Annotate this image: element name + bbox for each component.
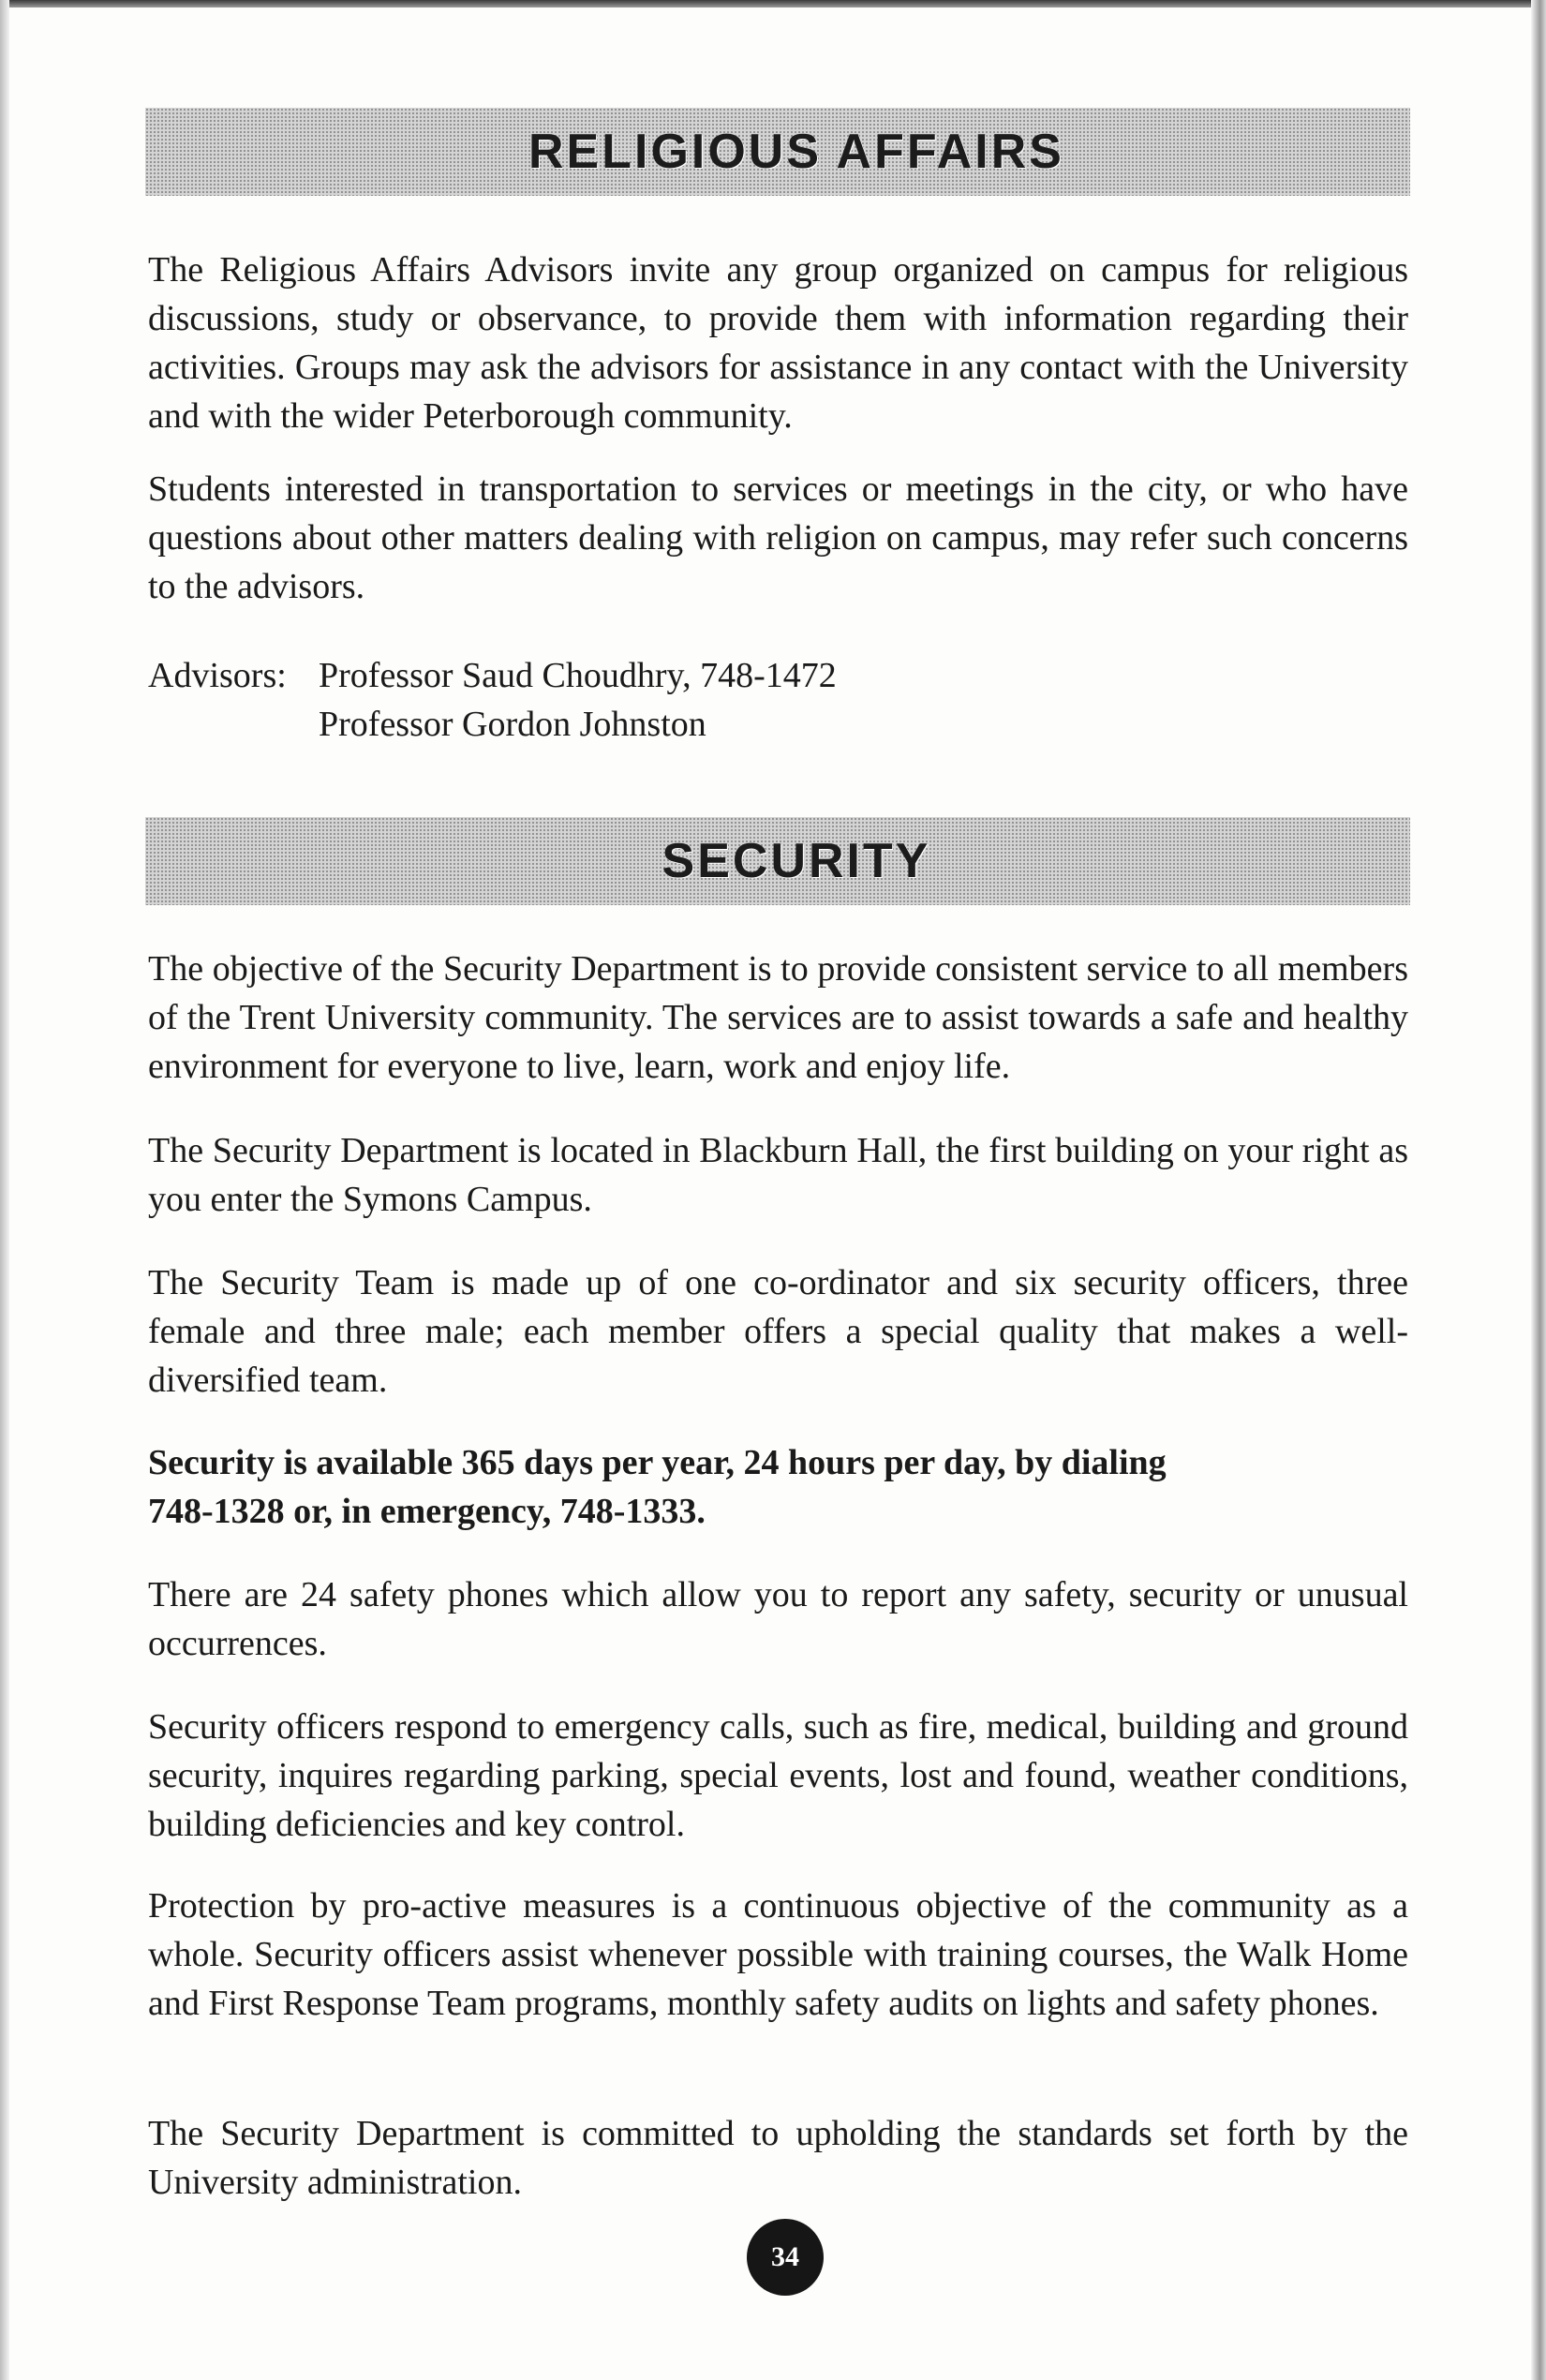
security-banner [145, 817, 1410, 905]
religious-affairs-paragraph-2: Students interested in transportation to services or meetings in the city, or who have questions about other matters dealing with religion on campus, may refer such concerns to the advisors. [148, 469, 1408, 606]
security-availability-line-1: Security is available 365 days per year, 24 hours per day, by dialing [148, 1443, 1167, 1482]
page-number: 34 [747, 2219, 824, 2296]
security-paragraph-objective: The objective of the Security Department is to provide consistent service to all members of the Trent University community. The services are to assist towards a safe and healthy environment for everyone to live, learn, work and enjoy life. [148, 949, 1408, 1086]
security-paragraph-team: The Security Team is made up of one co-ordinator and six security officers, three female and three male; each member offers a special quality that makes a well-diversified team. [148, 1263, 1408, 1400]
security-availability-line-2: 748-1328 or, in emergency, 748-1333. [148, 1492, 706, 1531]
security-paragraph-safety-phones: There are 24 safety phones which allow you to report any safety, security or unusual occurrences. [148, 1575, 1408, 1663]
security-paragraph-emergency-calls: Security officers respond to emergency calls, such as fire, medical, building and ground security, inquires regarding parking, special events, lost and found, weather conditions, building deficiencies and key control. [148, 1707, 1408, 1844]
security-para-6-block [148, 1882, 1408, 2028]
security-paragraph-protection: Protection by pro-active measures is a continuous objective of the community as a whole. Security officers assist whenever possible with training courses, the Walk Home and First Response Team programs, monthly safety audits on lights and safety phones. [148, 1886, 1408, 2023]
advisors-row [148, 651, 1408, 749]
security-para-7-block [148, 2109, 1408, 2207]
security-heading: SECURITY [662, 834, 931, 888]
religious-affairs-paragraph-1: The Religious Affairs Advisors invite any group organized on campus for religious discussions, study or observance, to provide them with information regarding their activities. Groups may ask the advisors for assistance in any contact with the University and with the wider Peterborough community. [148, 250, 1408, 436]
religious-affairs-banner [145, 108, 1410, 196]
advisors-list [319, 651, 837, 749]
security-para-1-block [148, 945, 1408, 1091]
security-paragraph-location: The Security Department is located in Blackburn Hall, the first building on your right as you enter the Symons Campus. [148, 1131, 1408, 1219]
religious-affairs-para-2-block [148, 465, 1408, 611]
religious-affairs-heading: RELIGIOUS AFFAIRS [528, 125, 1064, 179]
scan-edge-top [0, 0, 1546, 7]
scan-edge-left [0, 0, 9, 2380]
security-bold-notice-block [148, 1438, 1408, 1536]
advisors-block [148, 651, 1408, 749]
advisors-label: Advisors: [148, 656, 287, 695]
security-para-3-block [148, 1258, 1408, 1405]
advisor-2: Professor Gordon Johnston [319, 705, 706, 744]
advisor-1: Professor Saud Choudhry, 748-1472 [319, 656, 837, 695]
religious-affairs-para-1-block [148, 245, 1408, 440]
scan-edge-right [1531, 0, 1546, 2380]
security-paragraph-standards: The Security Department is committed to upholding the standards set forth by the University administration. [148, 2114, 1408, 2202]
security-para-4-block [148, 1570, 1408, 1668]
security-para-2-block [148, 1126, 1408, 1224]
security-para-5-block [148, 1703, 1408, 1849]
